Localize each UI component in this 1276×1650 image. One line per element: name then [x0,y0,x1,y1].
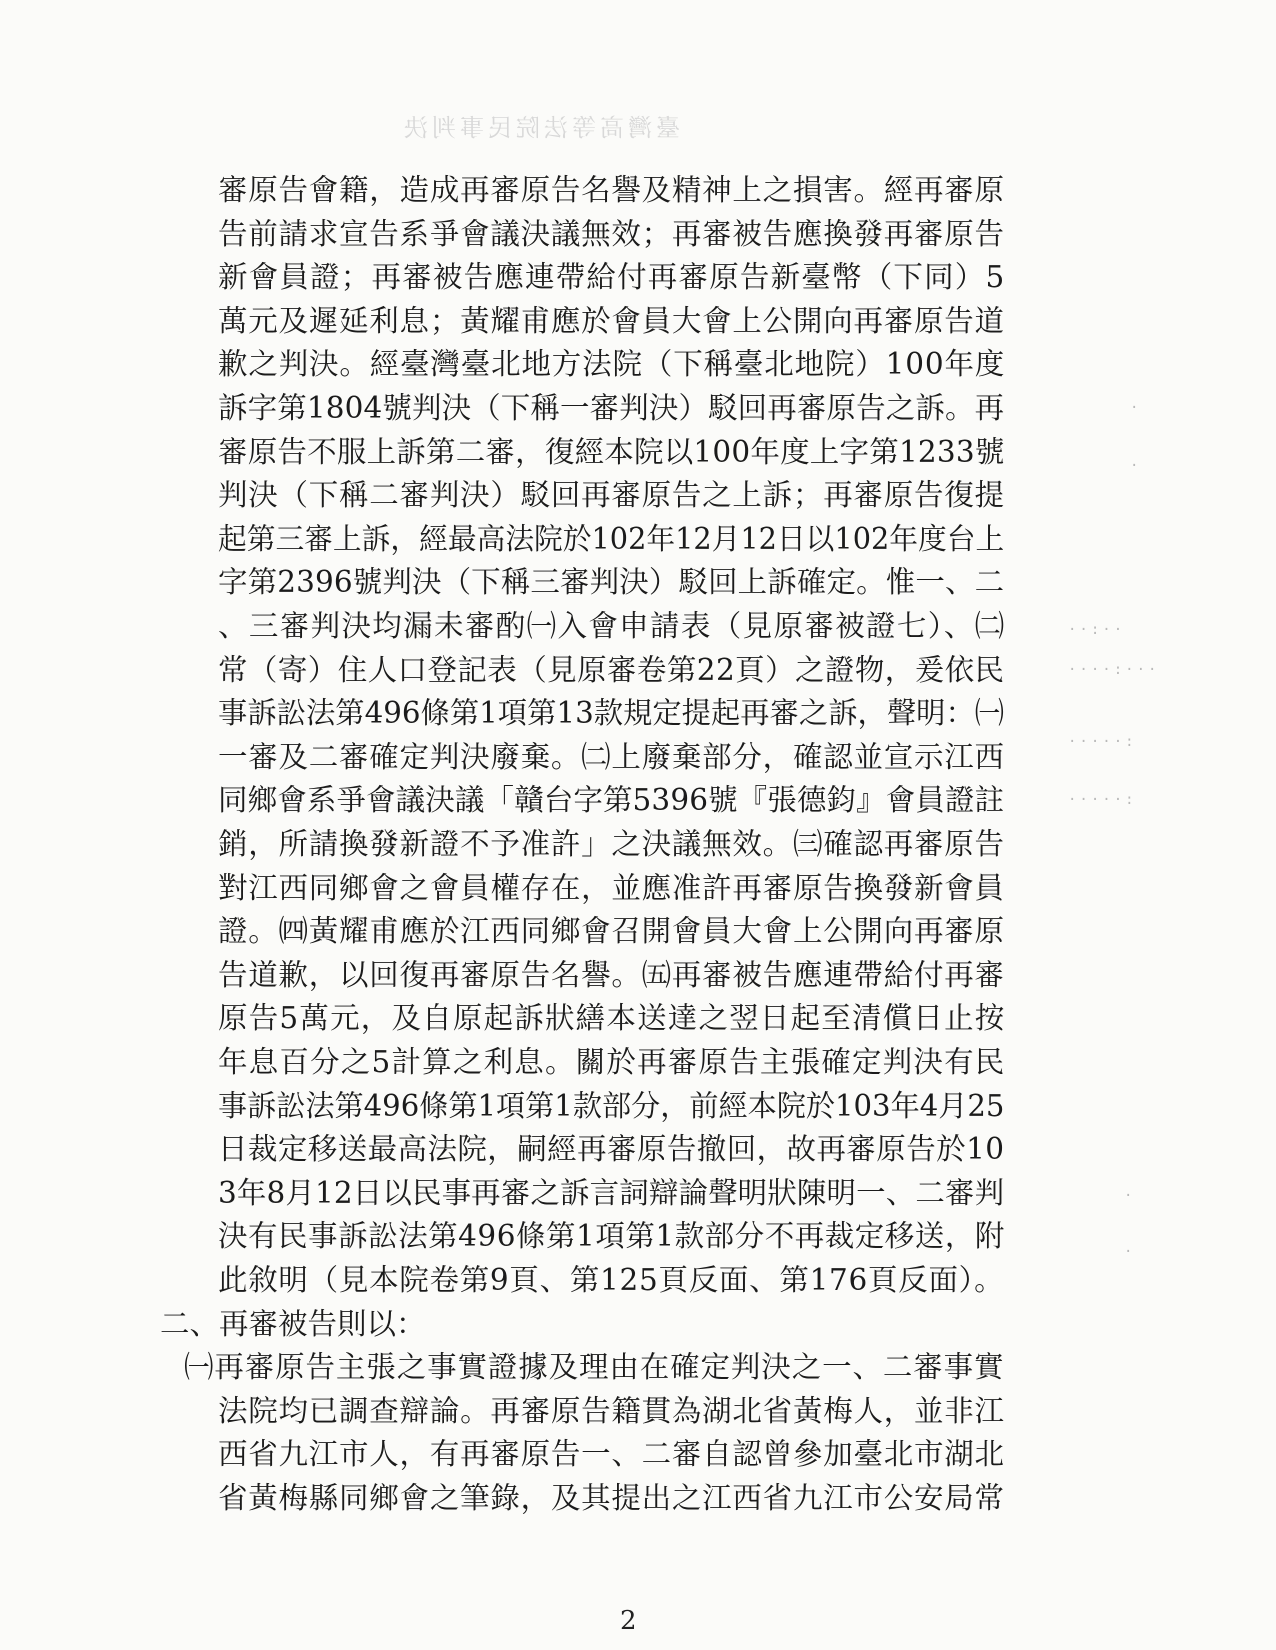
text-line: 年息百分之5計算之利息。關於再審原告主張確定判決有民 [218,1045,1006,1079]
scan-artifact: ·····: [1068,734,1137,750]
text-line: 原告5萬元，及自原起訴狀繕本送達之翌日起至清償日止按 [218,1001,1006,1036]
text-line: 事訴訟法第496條第1項第13款規定提起再審之訴，聲明：㈠ [218,696,1005,731]
text-line: 萬元及遲延利息；黃耀甫應於會員大會上公開向再審原告道 [218,303,1005,338]
text-line: 對江西同鄉會之會員權存在，並應准許再審原告換發新會員 [218,870,1005,905]
text-line: 歉之判決。經臺灣臺北地方法院（下稱臺北地院）100年度 [218,347,1006,382]
text-line: 同鄉會系爭會議決議「贛台字第5396號『張德鈞』會員證註 [218,783,1005,818]
scan-artifact: ····:··· [1068,662,1160,678]
scan-artifact: · [1124,1188,1136,1204]
scan-artifact: ·····: [1068,792,1137,808]
text-line: 審原告會籍，造成再審原告名譽及精神上之損害。經再審原 [218,173,1005,207]
text-line: 此敘明（見本院卷第9頁、第125頁反面、第176頁反面）。 [218,1263,1005,1297]
text-line: 字第2396號判決（下稱三審判決）駁回上訴確定。惟一、二 [218,565,1005,600]
bleed-through-header: 臺灣高等法院民事判決 [400,114,680,142]
scan-artifact: ··:·· [1068,622,1126,638]
text-line: 西省九江市人，有再審原告一、二審自認曾參加臺北市湖北 [218,1437,1005,1472]
text-line: 銷，所請換發新證不予准許」之決議無效。㈢確認再審原告 [218,827,1005,861]
text-line: 決有民事訴訟法第496條第1項第1款部分不再裁定移送，附 [218,1219,1005,1254]
section-heading: 二、再審被告則以： [160,1306,426,1341]
text-line: 起第三審上訴，經最高法院於102年12月12日以102年度台上 [218,521,1005,556]
text-line: 事訴訟法第496條第1項第1款部分，前經本院於103年4月25 [218,1088,1005,1123]
text-line: 審原告不服上訴第二審，復經本院以100年度上字第1233號 [218,434,1005,469]
scan-artifact: · [1130,400,1142,416]
text-line: 新會員證；再審被告應連帶給付再審原告新臺幣（下同）5 [218,260,1006,295]
text-line: 常（寄）住人口登記表（見原審卷第22頁）之證物，爰依民 [218,652,1005,687]
text-line: 告前請求宣告系爭會議決議無效；再審被告應換發再審原告 [218,216,1005,251]
text-line: 省黃梅縣同鄉會之筆錄，及其提出之江西省九江市公安局常 [218,1481,1005,1515]
text-line: 、三審判決均漏未審酌㈠入會申請表（見原審被證七）、㈡ [218,609,1006,643]
scan-artifact: · [1130,458,1142,474]
text-line: 一審及二審確定判決廢棄。㈡上廢棄部分，確認並宣示江西 [218,739,1005,774]
text-line: ㈠再審原告主張之事實證據及理由在確定判決之一、二審事實 [184,1350,1005,1385]
text-line: 判決（下稱二審判決）駁回再審原告之上訴；再審原告復提 [218,478,1005,513]
text-line: 法院均已調查辯論。再審原告籍貫為湖北省黃梅人，並非江 [218,1393,1005,1428]
text-line: 告道歉，以回復再審原告名譽。㈤再審被告應連帶給付再審 [218,957,1005,992]
text-line: 日裁定移送最高法院，嗣經再審原告撤回，故再審原告於10 [218,1132,1005,1167]
text-line: 證。㈣黃耀甫應於江西同鄉會召開會員大會上公開向再審原 [218,914,1005,949]
page-number: 2 [620,1606,637,1636]
text-line: 3年8月12日以民事再審之訴言詞辯論聲明狀陳明一、二審判 [218,1175,1005,1210]
text-line: 訴字第1804號判決（下稱一審判決）駁回再審原告之訴。再 [218,391,1005,425]
scan-artifact: · [1124,1244,1136,1260]
